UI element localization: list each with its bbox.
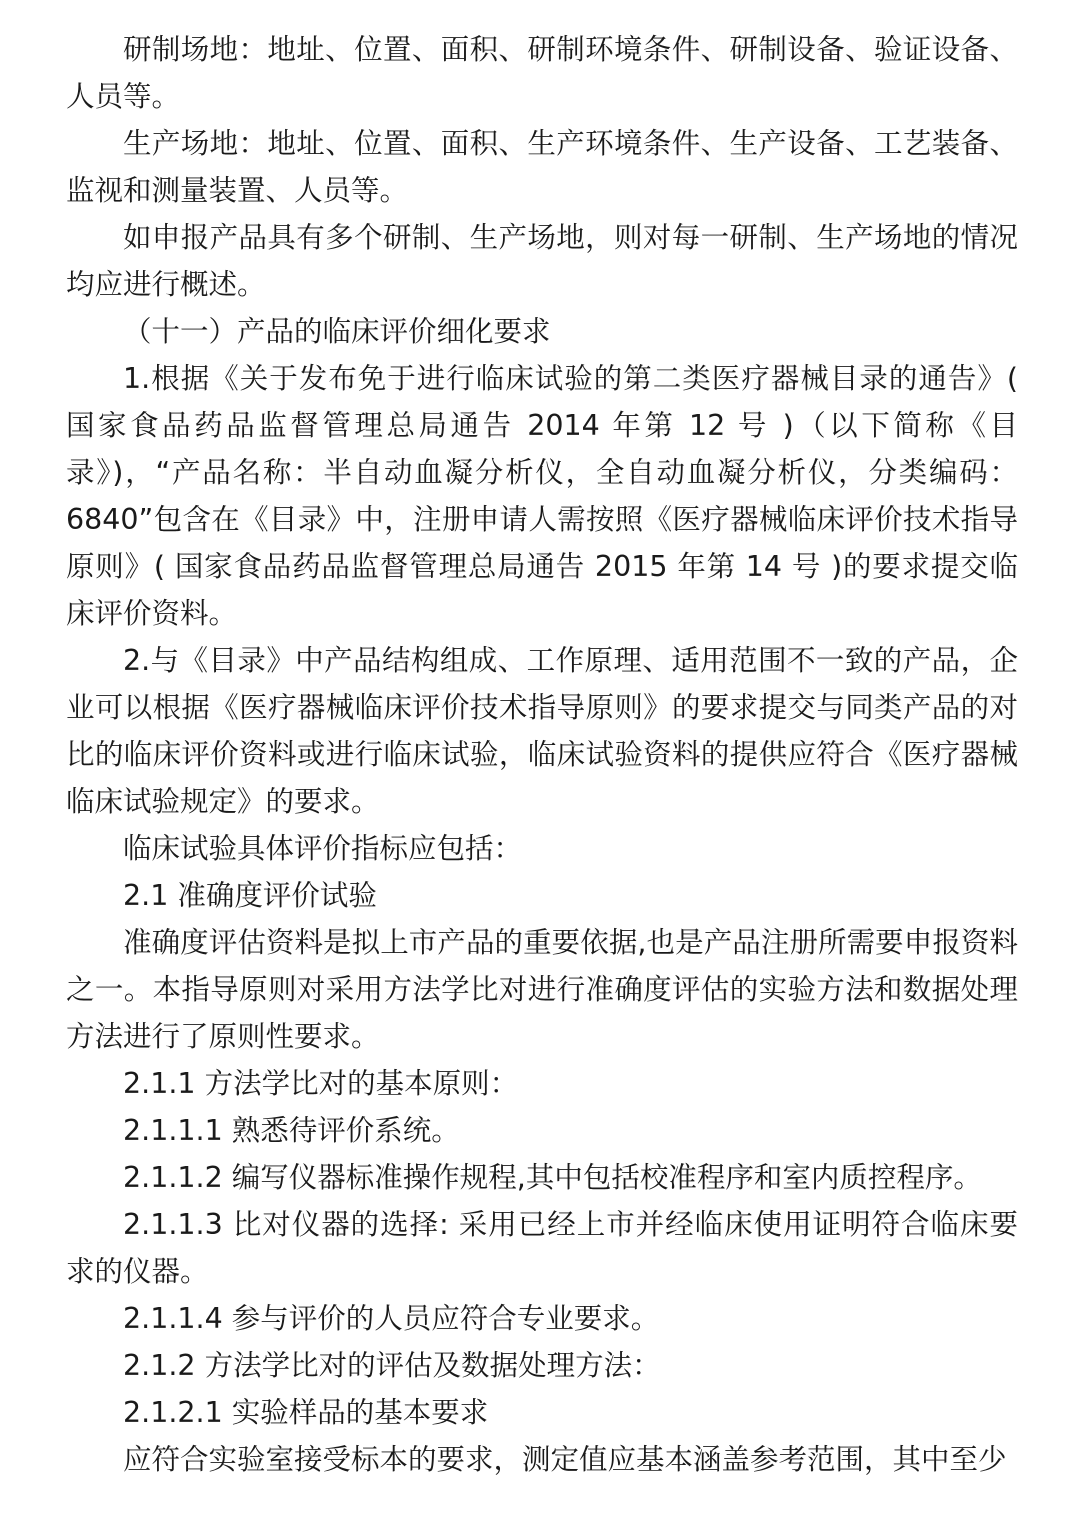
paragraph-indicators: 临床试验具体评价指标应包括： [123, 832, 523, 865]
paragraph-production-site: 生产场地：地址、位置、面积、生产环境条件、生产设备、工艺装备、监视和测量装置、人员等。 [66, 127, 1018, 207]
document-body [66, 26, 1018, 1483]
heading-2-1-2-1: 2.1.2.1 实验样品的基本要求 [123, 1396, 489, 1429]
section-heading-clinical: （十一）产品的临床评价细化要求 [123, 315, 551, 348]
paragraph-rd-site: 研制场地：地址、位置、面积、研制环境条件、研制设备、验证设备、人员等。 [66, 33, 1018, 113]
paragraph-sample-requirements: 应符合实验室接受标本的要求，测定值应基本涵盖参考范围，其中至少 [123, 1443, 1007, 1476]
heading-2-1-2: 2.1.2 方法学比对的评估及数据处理方法： [123, 1349, 661, 1382]
paragraph-item-1: 1.根据《关于发布免于进行临床试验的第二类医疗器械目录的通告》( 国家食品药品监督管理总局通告 2014 年第 12 号 )（以下简称《目录》)，“产品名称：半自动血凝分析仪，全自动血凝分析仪，分类编码：6840”包含在《目录》中，注册申请人需按照《医疗器械临床评价技术指导原则》( 国家食品药品监督管理总局通告 2015 年第 14 号 )的要求提交临床评价资料。 [66, 362, 1018, 630]
paragraph-multiple-sites: 如申报产品具有多个研制、生产场地，则对每一研制、生产场地的情况均应进行概述。 [66, 221, 1018, 301]
paragraph-item-2: 2.与《目录》中产品结构组成、工作原理、适用范围不一致的产品，企业可以根据《医疗器械临床评价技术指导原则》的要求提交与同类产品的对比的临床评价资料或进行临床试验，临床试验资料的提供应符合《医疗器械临床试验规定》的要求。 [66, 644, 1018, 818]
item-2-1-1-1: 2.1.1.1 熟悉待评价系统。 [123, 1114, 460, 1147]
paragraph-accuracy: 准确度评估资料是拟上市产品的重要依据,也是产品注册所需要申报资料之一。本指导原则对采用方法学比对进行准确度评估的实验方法和数据处理方法进行了原则性要求。 [66, 926, 1018, 1053]
heading-2-1-1: 2.1.1 方法学比对的基本原则： [123, 1067, 519, 1100]
item-2-1-1-3: 2.1.1.3 比对仪器的选择: 采用已经上市并经临床使用证明符合临床要求的仪器。 [66, 1208, 1018, 1288]
item-2-1-1-2: 2.1.1.2 编写仪器标准操作规程,其中包括校准程序和室内质控程序。 [123, 1161, 982, 1194]
item-2-1-1-4: 2.1.1.4 参与评价的人员应符合专业要求。 [123, 1302, 660, 1335]
heading-2-1: 2.1 准确度评价试验 [123, 879, 377, 912]
